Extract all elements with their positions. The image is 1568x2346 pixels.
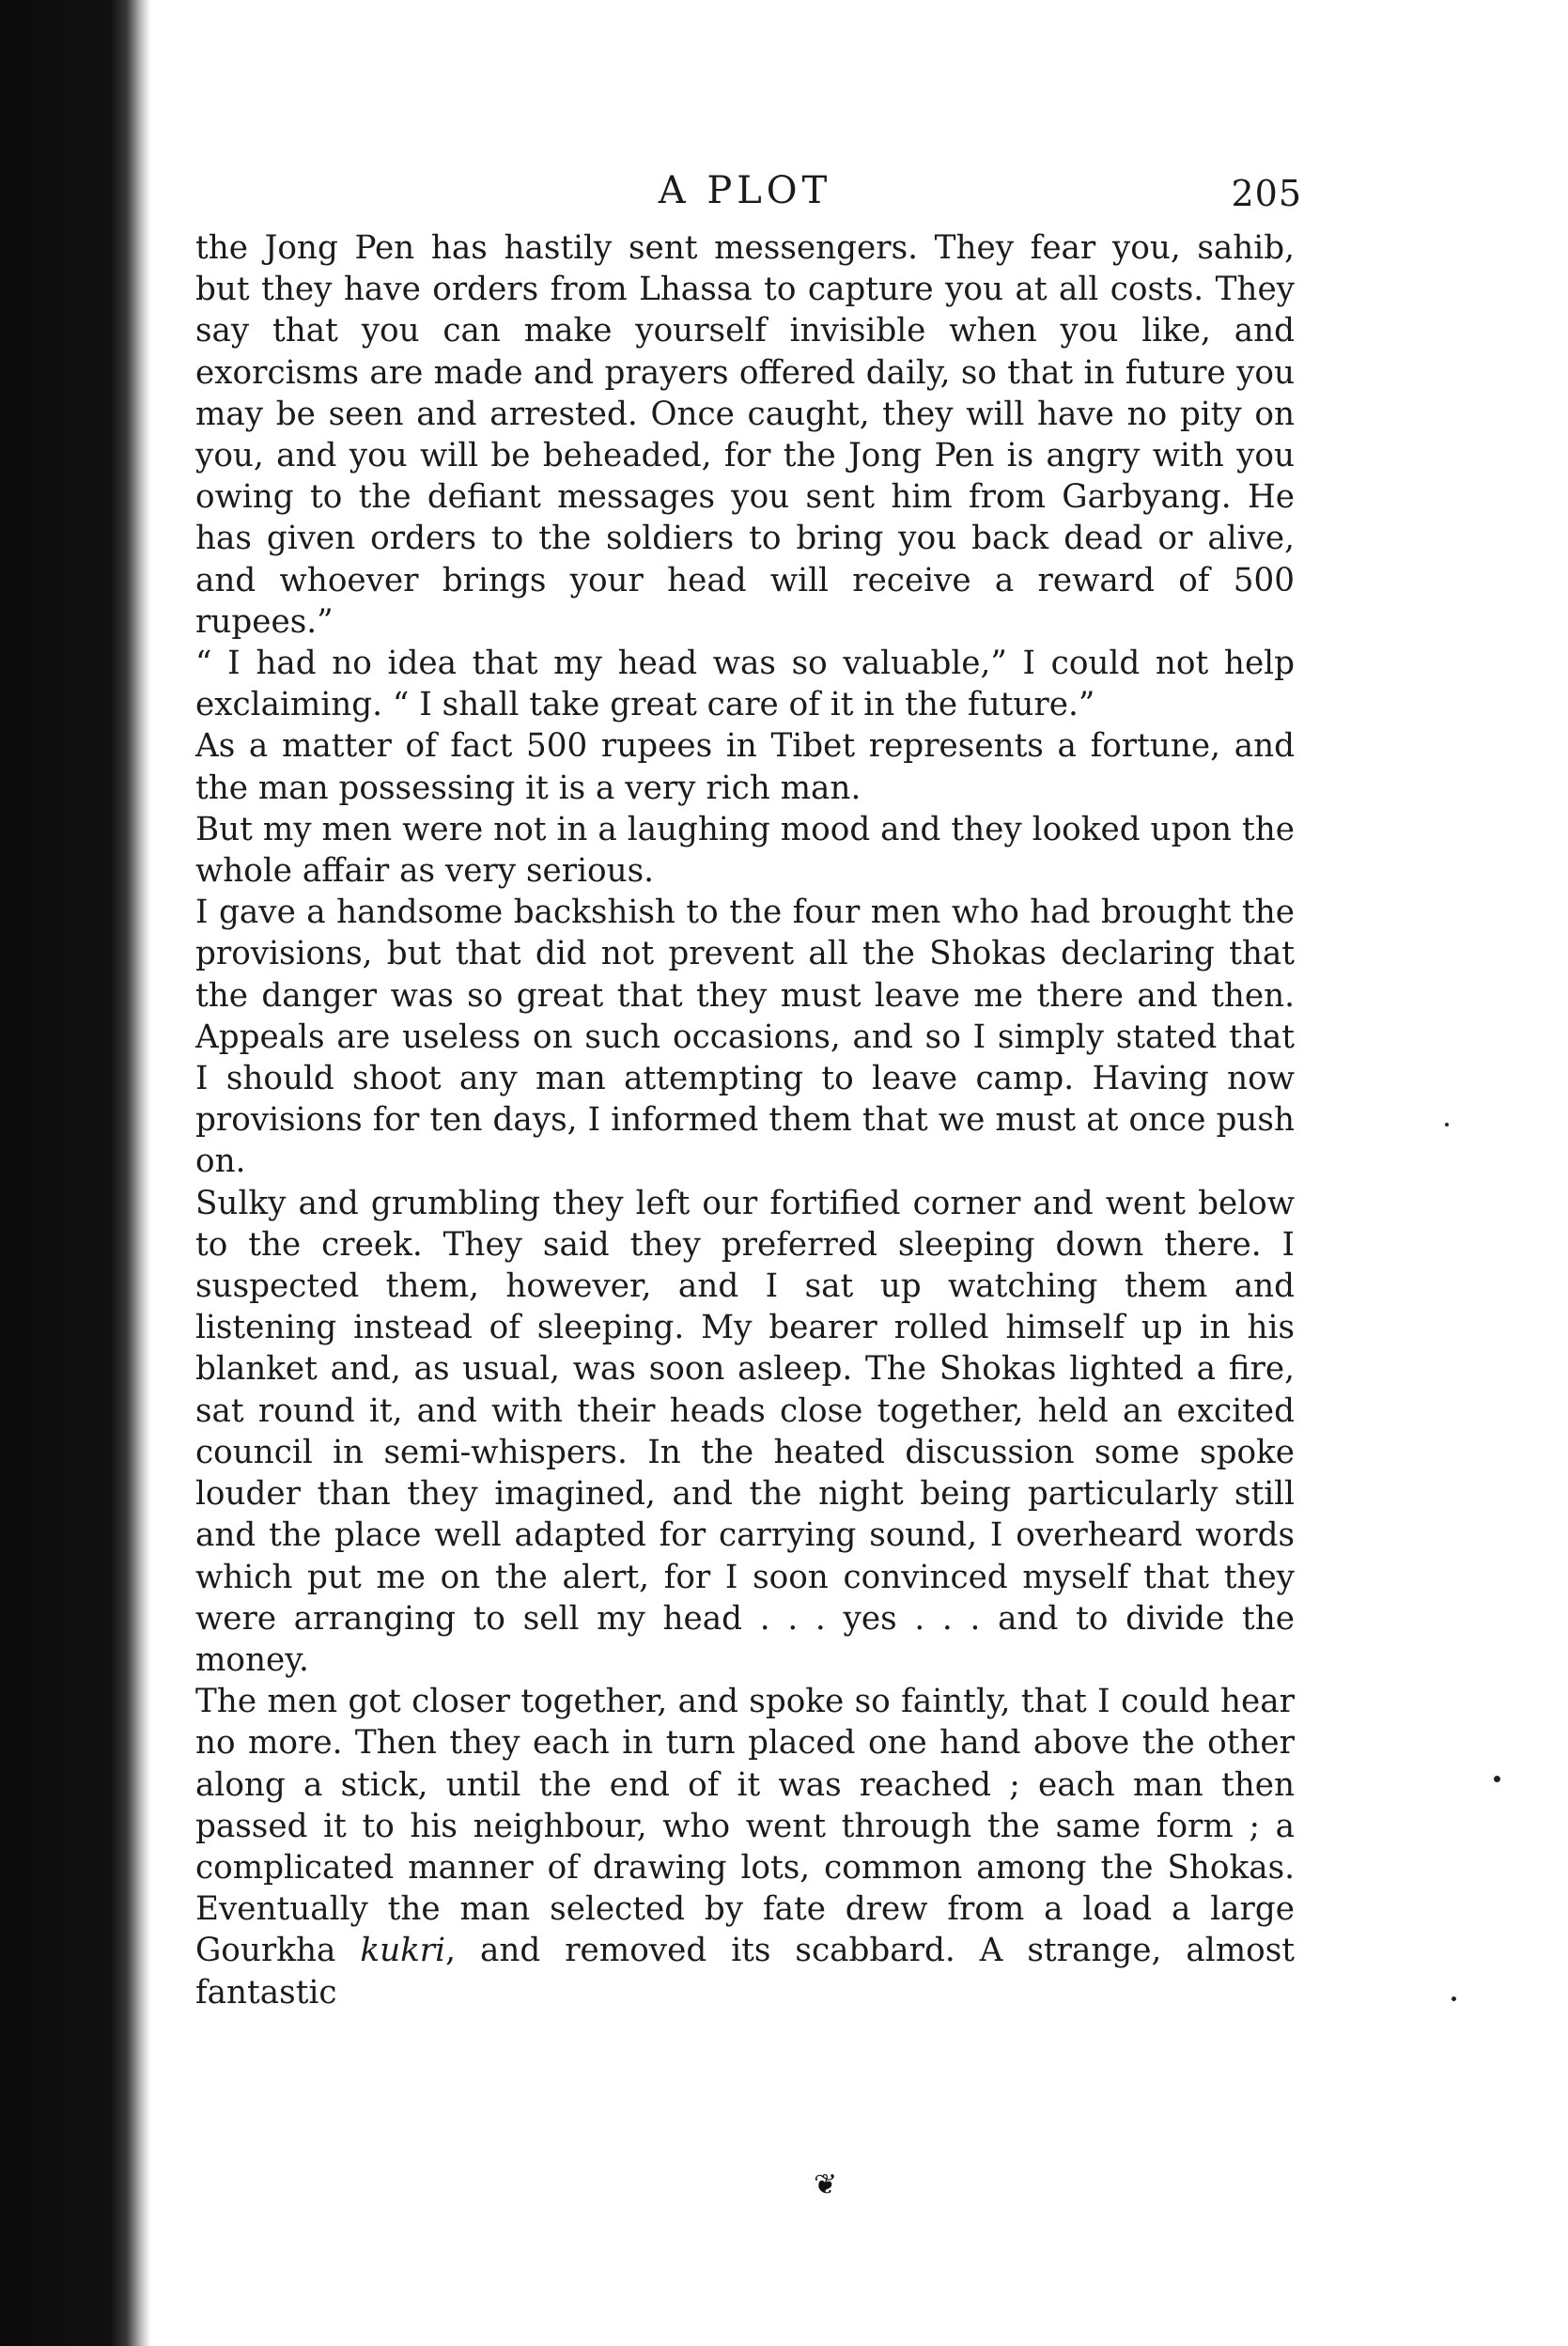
book-page	[195, 169, 1302, 2013]
paragraph: I gave a handsome backshish to the four men who had brought the provisions, but that did not prevent all the Shokas declaring that the danger was so great that they must leave me there and then. Appeals are useless on such occasions, and so I simply stated that I should shoot any man attempting to leave camp. Having now provisions for ten days, I informed them that we must at once push on.	[195, 893, 1295, 1181]
print-speck	[1452, 1996, 1456, 2001]
chapter-title: A PLOT	[658, 169, 832, 212]
italic-word: kukri	[360, 1932, 446, 1970]
paragraph: the Jong Pen has hastily sent messengers. They fear you, sahib, but they have orders from Lhassa to capture you at all costs. They say that you can make yourself invisible when you like, and exorcisms are made and prayers offered daily, so that in future you may be seen and arrested. Once caught, they will have no pity on you, and you will be beheaded, for the Jong Pen is angry with you owing to the defiant messages you sent him from Garbyang. He has given orders to the soldiers to bring you back dead or alive, and whoever brings your head will receive a reward of 500 rupees.”	[195, 229, 1295, 641]
paragraph-text: The men got closer together, and spoke so faintly, that I could hear no more. Then they each in turn placed one hand above the other along a stick, until the end of it was reached ; each man then passed it to his neighbour, who went through the same form ; a complicated manner of drawing lots, common among the Shokas. Eventually the man selected by fate drew from a load a large Gourkha	[195, 1683, 1295, 1970]
paragraph: “ I had no idea that my head was so valuable,” I could not help exclaiming. “ I shall take great care of it in the future.”	[195, 645, 1295, 724]
paragraph-text: , and removed its scabbard. A strange, almost fantastic	[195, 1932, 1295, 2012]
paragraph: But my men were not in a laughing mood and they looked upon the whole affair as very serious.	[195, 810, 1295, 891]
paragraph: Sulky and grumbling they left our fortified corner and went below to the creek. They said they preferred sleeping down there. I suspected them, however, and I sat up watching them and listening instead of sleeping. My bearer rolled himself up in his blanket and, as usual, was soon asleep. The Shokas lighted a fire, sat round it, and with their heads close together, held an excited council in semi-whispers. In the heated discussion some spoke louder than they imagined, and the night being particularly still and the place well adapted for carrying sound, I overheard words which put me on the alert, for I soon convinced myself that they were arranging to sell my head . . . yes . . . and to divide the money.	[195, 1184, 1295, 1679]
footer-ornament: ❦	[814, 2168, 838, 2201]
print-speck	[1494, 1776, 1500, 1782]
paragraph-last	[195, 1681, 1295, 2013]
running-head	[195, 169, 1302, 227]
paragraph: As a matter of fact 500 rupees in Tibet represents a fortune, and the man possessing it is a very rich man.	[195, 727, 1295, 807]
print-speck	[1445, 1123, 1449, 1126]
body-text	[195, 227, 1295, 2013]
page-number: 205	[1231, 173, 1302, 214]
book-binding-shadow	[0, 0, 150, 2346]
